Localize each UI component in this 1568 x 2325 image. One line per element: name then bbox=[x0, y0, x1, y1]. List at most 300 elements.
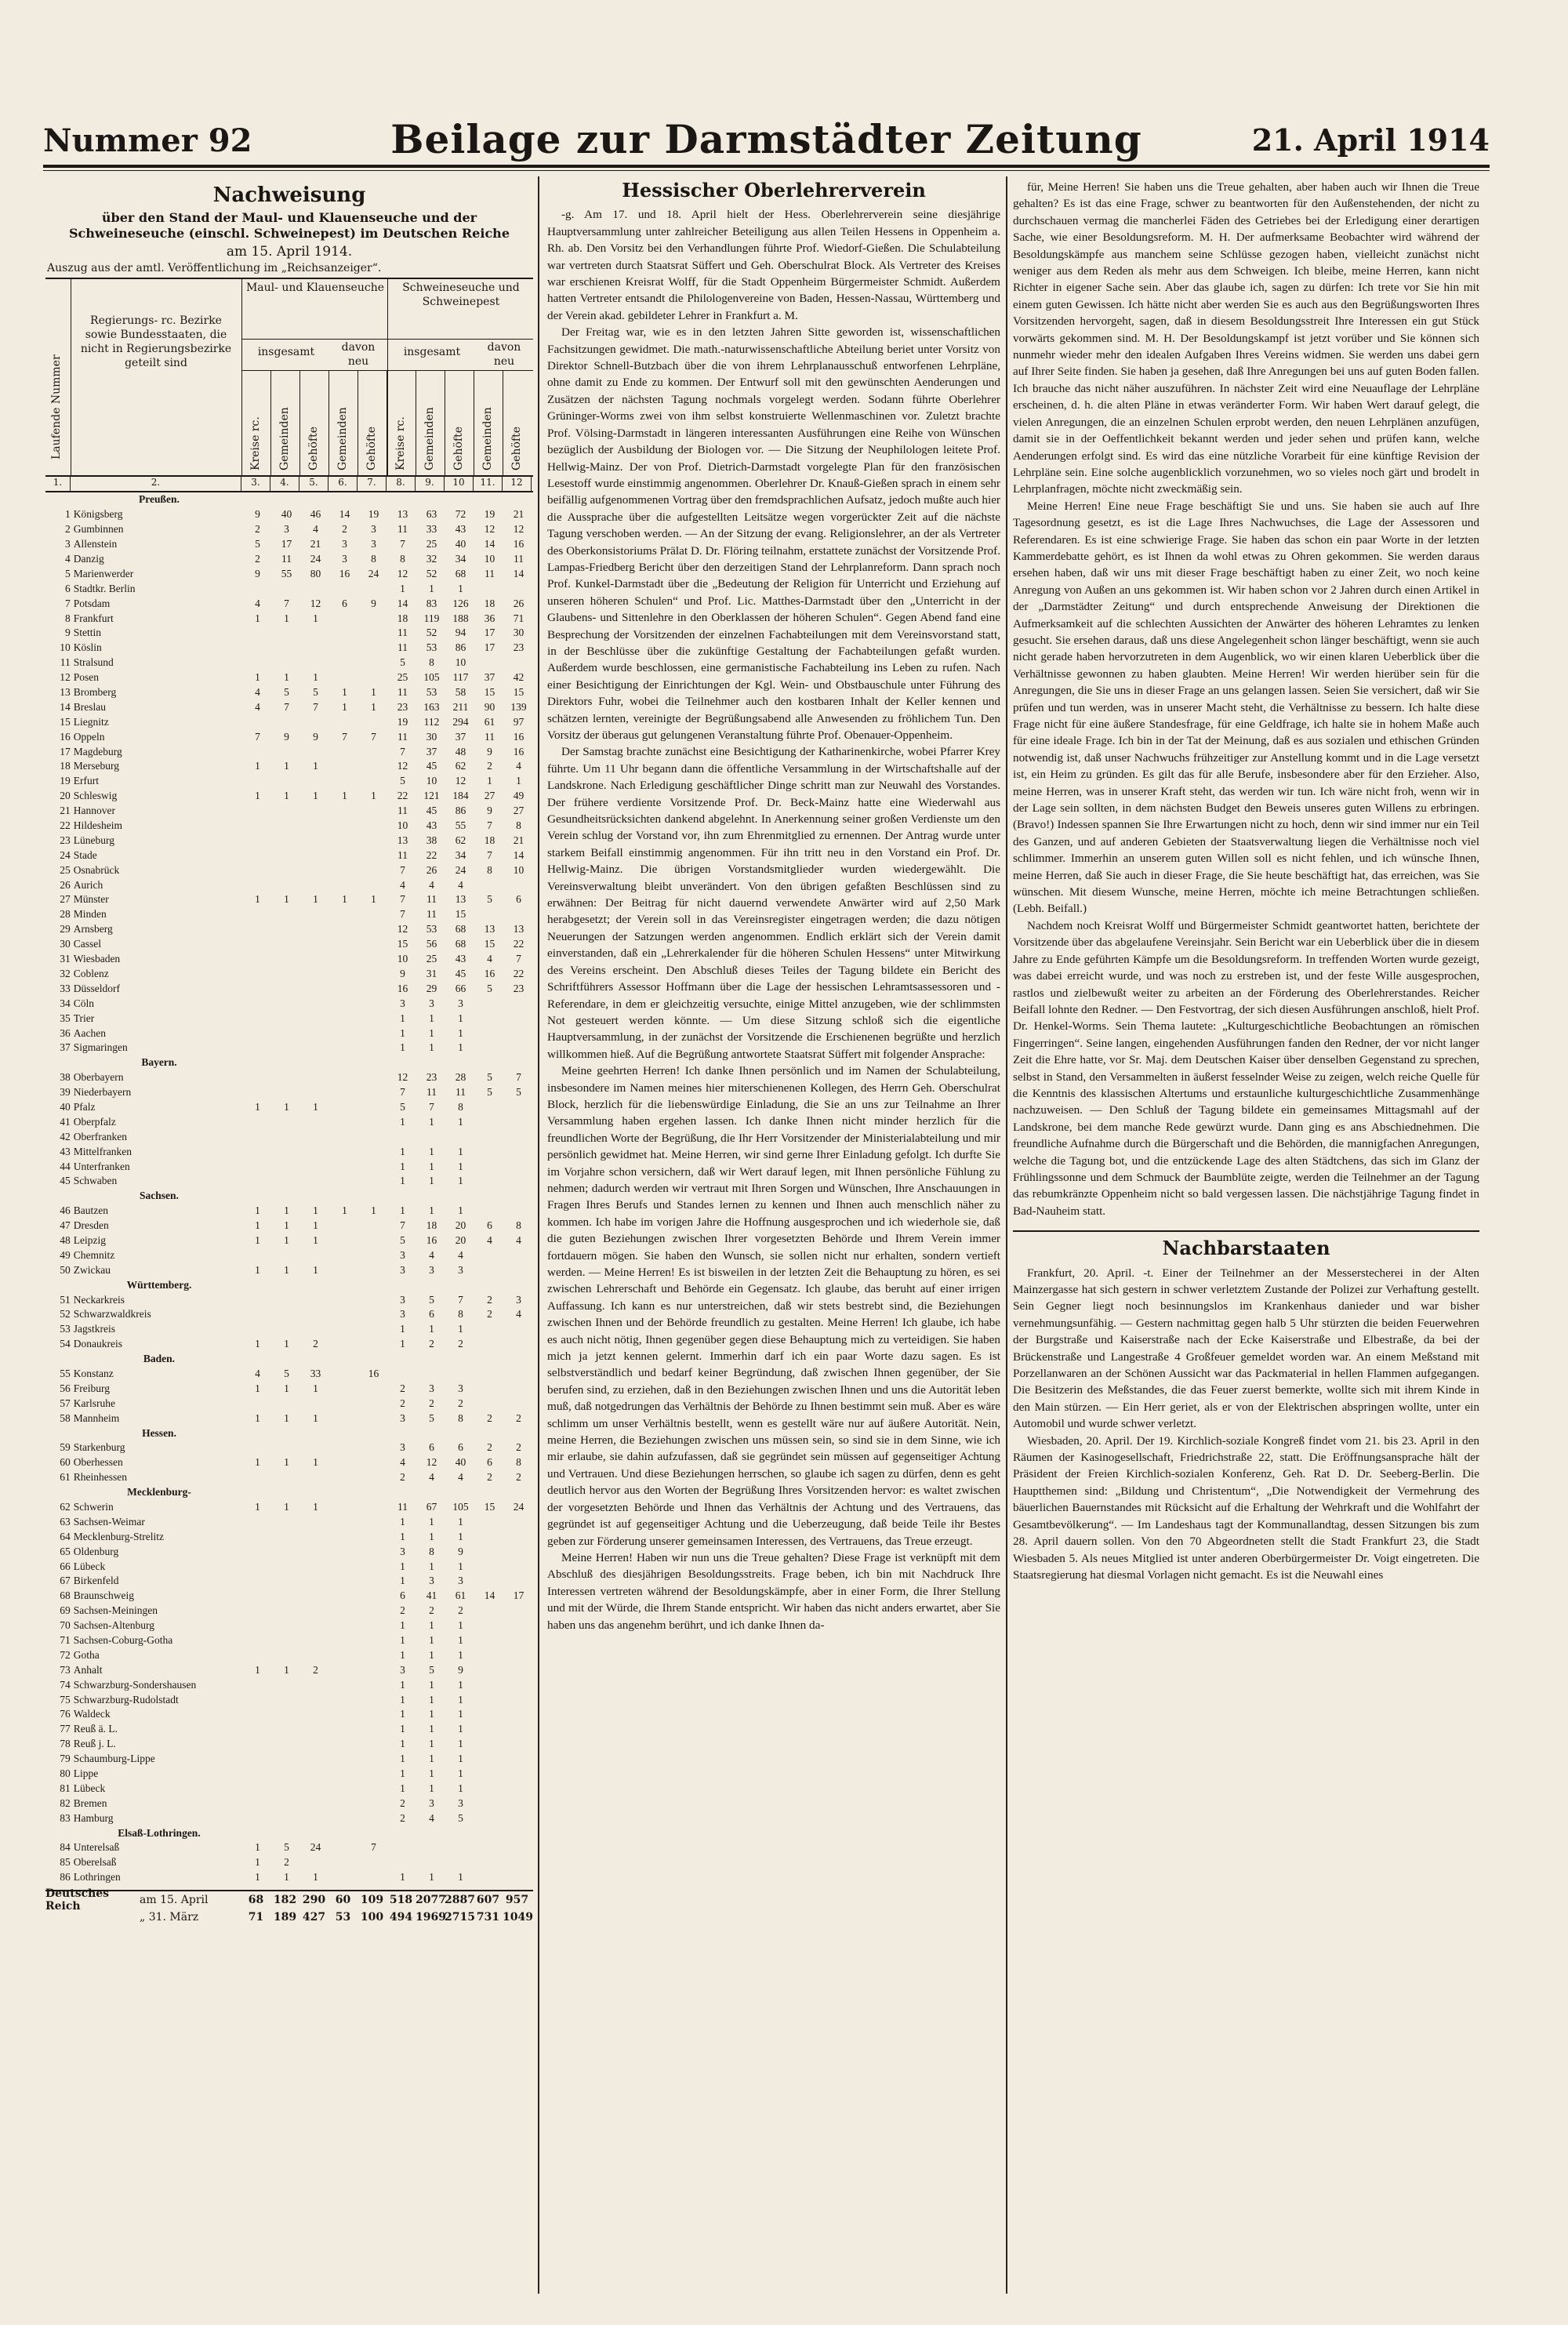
cell-value bbox=[475, 1323, 504, 1335]
cell-value bbox=[301, 983, 330, 995]
cell-value: 4 bbox=[487, 953, 492, 965]
table-row bbox=[45, 1529, 533, 1544]
cell-value: 1 bbox=[458, 1693, 463, 1706]
cell-value: 1 bbox=[429, 1560, 434, 1572]
cell-value: 23 bbox=[513, 982, 524, 994]
cell-value bbox=[417, 1856, 446, 1869]
region-name: Unterfranken bbox=[73, 1160, 130, 1172]
cell-value: 67 bbox=[426, 1501, 437, 1513]
cell-value: 17 bbox=[484, 627, 495, 639]
cell-value bbox=[475, 1368, 504, 1380]
cell-value bbox=[243, 1397, 272, 1410]
cell-value: 18 bbox=[397, 612, 408, 624]
table-row bbox=[45, 833, 533, 848]
cell-value: 2 bbox=[255, 523, 260, 536]
cell-value: 48 bbox=[455, 745, 466, 757]
cell-value bbox=[301, 1146, 330, 1158]
header-gehoefte: Gehöfte bbox=[452, 426, 465, 470]
cell-value: 6 bbox=[429, 1308, 434, 1321]
cell-value bbox=[330, 775, 359, 787]
region-name: Cöln bbox=[73, 997, 95, 1009]
cell-value bbox=[388, 1368, 417, 1380]
table-row bbox=[45, 611, 533, 626]
table-row bbox=[45, 952, 533, 967]
row-number: 41 bbox=[60, 1115, 71, 1128]
cell-value: 20 bbox=[455, 1219, 466, 1232]
cell-value: 18 bbox=[426, 1219, 437, 1232]
cell-value bbox=[330, 612, 359, 625]
cell-value bbox=[359, 1219, 388, 1232]
cell-value bbox=[475, 1649, 504, 1662]
cell-value bbox=[504, 1841, 533, 1854]
cell-value bbox=[243, 1027, 272, 1040]
cell-value: 36 bbox=[484, 612, 495, 624]
cell-value: 17 bbox=[484, 641, 495, 654]
cell-value: 2 bbox=[458, 1604, 463, 1617]
cell-value: 1 bbox=[255, 1382, 260, 1394]
cell-value bbox=[475, 1175, 504, 1187]
totals-value: 71 bbox=[248, 1910, 264, 1924]
cell-value bbox=[475, 1397, 504, 1410]
cell-value bbox=[272, 1116, 301, 1128]
cell-value: 2 bbox=[487, 1293, 492, 1306]
cell-value bbox=[301, 908, 330, 921]
cell-value: 2 bbox=[313, 1338, 318, 1350]
row-number: 85 bbox=[60, 1856, 71, 1869]
cell-value: 9 bbox=[284, 730, 289, 743]
cell-value: 3 bbox=[284, 523, 289, 536]
table-section-heading bbox=[45, 1426, 533, 1440]
cell-value bbox=[330, 583, 359, 595]
cell-value: 1 bbox=[313, 1204, 318, 1217]
region-name: Lübeck bbox=[73, 1782, 106, 1794]
cell-value bbox=[475, 1012, 504, 1025]
cell-value bbox=[475, 1767, 504, 1780]
cell-value: 6 bbox=[458, 1441, 463, 1454]
cell-value bbox=[243, 1441, 272, 1454]
region-name: Reuß ä. L. bbox=[73, 1723, 118, 1735]
table-row bbox=[45, 1337, 533, 1352]
cell-value: 1 bbox=[458, 1767, 463, 1780]
table-row bbox=[45, 626, 533, 641]
cell-value bbox=[243, 1589, 272, 1602]
table-row bbox=[45, 1781, 533, 1796]
cell-value bbox=[301, 1441, 330, 1454]
cell-value: 4 bbox=[429, 878, 434, 891]
cell-value bbox=[243, 864, 272, 877]
cell-value bbox=[504, 1649, 533, 1662]
cell-value: 55 bbox=[455, 819, 466, 832]
section-name: Preußen. bbox=[139, 493, 180, 506]
row-number: 13 bbox=[60, 686, 71, 699]
cell-value: 30 bbox=[426, 730, 437, 743]
row-number: 45 bbox=[60, 1175, 71, 1187]
cell-value: 21 bbox=[310, 538, 321, 550]
row-number: 24 bbox=[60, 848, 71, 861]
column-index: 8. bbox=[387, 477, 416, 491]
cell-value: 1 bbox=[313, 760, 318, 772]
region-name: Köslin bbox=[73, 641, 102, 654]
cell-value: 18 bbox=[484, 597, 495, 609]
row-number: 69 bbox=[60, 1604, 71, 1617]
cell-value bbox=[330, 819, 359, 832]
cell-value: 16 bbox=[368, 1367, 379, 1379]
section-nachbarstaaten bbox=[1013, 1230, 1479, 1583]
row-number: 84 bbox=[60, 1841, 71, 1854]
cell-value: 40 bbox=[455, 538, 466, 550]
cell-value bbox=[475, 1664, 504, 1677]
cell-value bbox=[243, 746, 272, 758]
region-name: Oldenburg bbox=[73, 1545, 119, 1557]
cell-value: 3 bbox=[458, 1382, 463, 1394]
cell-value: 4 bbox=[429, 1811, 434, 1824]
row-number: 43 bbox=[60, 1145, 71, 1157]
cell-value bbox=[243, 716, 272, 728]
table-row bbox=[45, 670, 533, 685]
cell-value: 1 bbox=[429, 1530, 434, 1542]
cell-value bbox=[301, 997, 330, 1010]
row-number: 35 bbox=[60, 1012, 71, 1024]
cell-value bbox=[330, 1471, 359, 1484]
cell-value bbox=[475, 1116, 504, 1128]
cell-value: 1 bbox=[400, 1708, 405, 1720]
cell-value bbox=[330, 1797, 359, 1810]
table-row bbox=[45, 1085, 533, 1100]
table-row bbox=[45, 1144, 533, 1159]
cell-value: 17 bbox=[513, 1589, 524, 1602]
region-name: Oberpfalz bbox=[73, 1115, 116, 1128]
cell-value bbox=[301, 583, 330, 595]
table-section-heading bbox=[45, 1352, 533, 1367]
cell-value bbox=[359, 1101, 388, 1113]
cell-value: 6 bbox=[429, 1441, 434, 1454]
cell-value bbox=[272, 849, 301, 862]
table-row bbox=[45, 1367, 533, 1382]
cell-value bbox=[330, 1041, 359, 1054]
cell-value: 12 bbox=[397, 1071, 408, 1084]
cell-value: 3 bbox=[371, 538, 376, 550]
cell-value bbox=[243, 1619, 272, 1632]
table-row bbox=[45, 1114, 533, 1129]
cell-value bbox=[243, 627, 272, 639]
row-number: 19 bbox=[60, 775, 71, 787]
article-title: Hessischer Oberlehrerverein bbox=[622, 179, 926, 202]
cell-value: 8 bbox=[487, 863, 492, 876]
region-name: Trier bbox=[73, 1012, 95, 1024]
cell-value bbox=[330, 1101, 359, 1113]
cell-value bbox=[301, 1738, 330, 1750]
cell-value: 4 bbox=[400, 1456, 405, 1469]
cell-value bbox=[475, 1634, 504, 1647]
cell-value bbox=[301, 953, 330, 965]
cell-value bbox=[359, 775, 388, 787]
row-number: 31 bbox=[60, 953, 71, 965]
cell-value: 16 bbox=[397, 982, 408, 994]
cell-value: 105 bbox=[423, 671, 440, 684]
cell-value bbox=[504, 1708, 533, 1720]
table-title: Nachweisung bbox=[212, 183, 366, 207]
cell-value: 28 bbox=[455, 1071, 466, 1084]
table-row bbox=[45, 1604, 533, 1618]
cell-value: 1 bbox=[487, 775, 492, 787]
cell-value: 8 bbox=[429, 656, 434, 669]
region-name: Breslau bbox=[73, 700, 106, 713]
region-name: Reuß j. L. bbox=[73, 1738, 116, 1750]
cell-value bbox=[301, 849, 330, 862]
row-number: 10 bbox=[60, 641, 71, 654]
totals-value: 182 bbox=[273, 1893, 297, 1906]
cell-value bbox=[301, 968, 330, 980]
cell-value: 5 bbox=[313, 686, 318, 699]
row-number: 38 bbox=[60, 1071, 71, 1084]
region-name: Mittelfranken bbox=[73, 1145, 132, 1157]
cell-value: 3 bbox=[400, 1545, 405, 1557]
cell-value: 1 bbox=[371, 700, 376, 713]
cell-value: 62 bbox=[455, 834, 466, 846]
cell-value bbox=[301, 1767, 330, 1780]
cell-value bbox=[330, 1546, 359, 1558]
cell-value bbox=[301, 1589, 330, 1602]
cell-value: 53 bbox=[426, 641, 437, 654]
table-row bbox=[45, 892, 533, 907]
cell-value: 1 bbox=[429, 1204, 434, 1217]
cell-value bbox=[243, 1012, 272, 1025]
cell-value: 12 bbox=[397, 760, 408, 772]
cell-value: 16 bbox=[513, 745, 524, 757]
cell-value bbox=[330, 805, 359, 817]
cell-value: 1 bbox=[429, 1012, 434, 1024]
cell-value: 24 bbox=[368, 567, 379, 579]
row-number: 36 bbox=[60, 1026, 71, 1039]
cell-value bbox=[301, 1649, 330, 1662]
cell-value: 117 bbox=[452, 671, 469, 684]
section-name: Mecklenburg- bbox=[127, 1486, 191, 1499]
cell-value bbox=[504, 1531, 533, 1543]
cell-value bbox=[475, 1264, 504, 1277]
cell-value bbox=[272, 1323, 301, 1335]
cell-value bbox=[243, 1634, 272, 1647]
cell-value: 12 bbox=[455, 775, 466, 787]
header-gemeinden: Gemeinden bbox=[278, 407, 291, 470]
cell-value: 1 bbox=[255, 671, 260, 684]
cell-value: 1 bbox=[255, 1100, 260, 1113]
cell-value: 1 bbox=[400, 1515, 405, 1528]
cell-value: 1 bbox=[313, 612, 318, 624]
cell-value bbox=[272, 819, 301, 832]
cell-value bbox=[330, 760, 359, 772]
row-number: 21 bbox=[60, 805, 71, 817]
cell-value: 1 bbox=[458, 1634, 463, 1647]
table-row bbox=[45, 1544, 533, 1559]
cell-value bbox=[272, 805, 301, 817]
cell-value bbox=[243, 1294, 272, 1306]
article-paragraph: Der Samstag brachte zunächst eine Besichtigung der Katharinenkirche, wobei Pfarrer Krey führte. Um 11 Uhr begann dann die öffentliche Versammlung in der Wirtschaftshalle auf der Landskrone. Nach Erledigung geschäftlicher Dinge schritt man zur Neuwahl des Vorstandes. Der frühere verdiente Vorsitzende Prof. Dr. Beck-Mainz hatte eine Wiederwahl aus Gesundheitsrücksichten dankend abgelehnt. In Anerkennung seiner großen Verdienste um den Verein schlug der Vorstand vor, ihn zum Ehrenmitglied zu ernennen. Der Antrag wurde unter starkem Beifall einstimmig angenommen. Für ihn tritt neu in den Vorstand ein Prof. Dr. Hellwig-Mainz. Die übrigen Vorstandsmitglieder wurden wiedergewählt. Die Vereinsverwaltung bleibt unverändert. Von den übrigen gefaßten Beschlüssen sind zu erwähnen: Der Beitrag für nicht dauernd verwendete Anwärter wird auf 2,50 Mark herabgesetzt; der Verein soll in das Vereinsregister eingetragen werden; die dazu nötigen Neuerungen der Satzungen werden angenommen. Endlich erklärt sich der Verein damit einverstanden, daß ein „Lehrerkalender für die höheren Schulen Hessens“ unter Mitwirkung des Vereins erscheint. Den Abschluß dieses Teiles der Tagung bildete ein Bericht des Schriftführers Assessor Hoffmann über die Lage der hessischen Lehramtsassessoren und -Referendare, in dem er gleichzeitig versuchte, einige Mittel anzugeben, wie der schlimmsten Not gesteuert werden könnte. — Um diese Sitzung schloß sich die eigentliche Hauptversammlung, in der zunächst der Vorsitzende die Erschienenen begrüßte und herzlich willkommen hieß. Auf die Begrüßung antwortete Staatsrat Süffert mit folgender Ansprache: bbox=[547, 745, 1000, 1061]
cell-value bbox=[243, 1649, 272, 1662]
table-source: Auszug aus der amtl. Veröffentlichung im „Reichsanzeiger“. bbox=[47, 262, 382, 274]
cell-value: 61 bbox=[455, 1589, 466, 1602]
row-number: 79 bbox=[60, 1753, 71, 1765]
region-name: Sigmaringen bbox=[73, 1041, 128, 1054]
cell-value: 1 bbox=[458, 1160, 463, 1172]
row-number: 75 bbox=[60, 1693, 71, 1706]
cell-value: 53 bbox=[426, 923, 437, 935]
cell-value bbox=[359, 1397, 388, 1410]
region-name: Oberhessen bbox=[73, 1456, 123, 1469]
article-paragraph: Nachdem noch Kreisrat Wolff und Bürgermeister Schmidt geantwortet hatten, berichtete der Vorsitzende über das abgelaufene Vereinsjahr. Sein Bericht war ein Ueberblick über die in diesem Jahre zu Ende geführten Kämpfe um die Besoldungsreform. In treffenden Worten wurde gezeigt, was dabei erreicht wurde, und was noch zu erstreben ist, und der feste Wille ausgesprochen, rastlos und zielbewußt weiter zu arbeiten an der Förderung des Oberlehrerstandes. Reicher Beifall lohnte den Redner. — Den Festvortrag, der sich diesen Ausführungen anschloß, hielt Prof. Dr. Henkel-Worms. Sein Thema lautete: „Kulturgeschichtliche Beobachtungen an römischen Fingerringen“. Seine langen, eingehenden Ausführungen fanden den Redner, der vor nicht langer Zeit die Ehre hatte, vor Sr. Maj. dem Deutschen Kaiser über denselben Gegenstand zu sprechen, selbst in Stand, den Versammelten in äußerst fesselnder Weise zu zeigen, welch reiche Quelle für die Kenntnis des klassischen Altertums und erstaunliche kulturgeschichtliche Zusammenhänge nachzuweisen. — Den Schluß der Tagung bildete ein gemeinsames Mittagsmahl auf der Landskrone, bei dem manche Rede gewürzt wurde. Dann ging es ans Abschiednehmen. Die freundliche Aufnahme durch die Bürgerschaft und die Behörden, die mannigfachen Anregungen, welche die Tagung bot, und die entzückende Lage des alten Städtchens, das sich im Glanz der Frühlingssonne und dem Schmuck der Baumblüte zeigte, werden die Teilnehmer an der Tagung das rebumkränzte Oppenheim nicht so bald vergessen lassen. Die nächstjährige Tagung findet in Bad-Nauheim statt. bbox=[1013, 918, 1479, 1218]
table-row bbox=[45, 804, 533, 819]
cell-value: 16 bbox=[513, 538, 524, 550]
region-name: Schleswig bbox=[73, 790, 118, 802]
cell-value: 7 bbox=[255, 730, 260, 743]
table-row bbox=[45, 1692, 533, 1707]
cell-value bbox=[504, 1738, 533, 1750]
cell-value bbox=[330, 1146, 359, 1158]
cell-value bbox=[475, 1841, 504, 1854]
region-name: Allenstein bbox=[73, 538, 118, 550]
cell-value: 2 bbox=[516, 1441, 521, 1454]
cell-value: 4 bbox=[458, 1471, 463, 1484]
cell-value: 7 bbox=[284, 597, 289, 609]
cell-value: 2 bbox=[400, 1604, 405, 1617]
cell-value: 34 bbox=[455, 848, 466, 861]
cell-value: 1 bbox=[429, 1145, 434, 1157]
row-number: 63 bbox=[60, 1515, 71, 1528]
cell-value bbox=[330, 834, 359, 847]
cell-value bbox=[504, 908, 533, 921]
cell-value: 66 bbox=[455, 982, 466, 994]
region-name: Donaukreis bbox=[73, 1338, 122, 1350]
cell-value bbox=[504, 1782, 533, 1795]
cell-value: 1 bbox=[342, 893, 347, 906]
row-number: 83 bbox=[60, 1811, 71, 1824]
cell-value bbox=[504, 1249, 533, 1262]
cell-value bbox=[504, 1767, 533, 1780]
cell-value: 1 bbox=[255, 1871, 260, 1884]
region-name: Marienwerder bbox=[73, 567, 134, 579]
cell-value bbox=[243, 583, 272, 595]
cell-value bbox=[504, 1797, 533, 1810]
cell-value bbox=[359, 1234, 388, 1247]
cell-value: 9 bbox=[255, 508, 260, 521]
region-name: Waldeck bbox=[73, 1708, 111, 1720]
row-number: 56 bbox=[60, 1382, 71, 1394]
cell-value bbox=[272, 1649, 301, 1662]
row-number: 50 bbox=[60, 1263, 71, 1276]
table-row bbox=[45, 1248, 533, 1262]
cell-value bbox=[301, 1575, 330, 1587]
cell-value bbox=[272, 864, 301, 877]
cell-value: 19 bbox=[397, 715, 408, 728]
cell-value bbox=[301, 1619, 330, 1632]
cell-value: 25 bbox=[397, 671, 408, 684]
column-index: 10 bbox=[445, 477, 474, 491]
cell-value: 7 bbox=[400, 745, 405, 757]
cell-value: 22 bbox=[426, 848, 437, 861]
cell-value: 15 bbox=[484, 686, 495, 699]
row-number: 26 bbox=[60, 878, 71, 891]
cell-value: 7 bbox=[400, 863, 405, 876]
cell-value bbox=[475, 1723, 504, 1735]
cell-value: 1 bbox=[255, 1338, 260, 1350]
cell-value bbox=[330, 1767, 359, 1780]
cell-value: 1 bbox=[313, 893, 318, 906]
column-divider bbox=[1006, 176, 1007, 2294]
cell-value: 1 bbox=[458, 1323, 463, 1335]
cell-value: 1 bbox=[458, 1012, 463, 1024]
region-name: Bremen bbox=[73, 1796, 107, 1809]
cell-value bbox=[243, 656, 272, 669]
cell-value bbox=[272, 1027, 301, 1040]
cell-value bbox=[504, 1161, 533, 1173]
row-number: 80 bbox=[60, 1767, 71, 1780]
cell-value: 1 bbox=[255, 1663, 260, 1676]
cell-value: 68 bbox=[455, 567, 466, 579]
cell-value bbox=[330, 1841, 359, 1854]
row-number: 77 bbox=[60, 1723, 71, 1735]
cell-value: 2 bbox=[516, 1471, 521, 1484]
cell-value bbox=[504, 583, 533, 595]
cell-value bbox=[272, 1679, 301, 1691]
cell-value: 14 bbox=[484, 538, 495, 550]
cell-value bbox=[475, 1101, 504, 1113]
cell-value bbox=[475, 1694, 504, 1706]
row-number: 46 bbox=[60, 1204, 71, 1217]
cell-value: 1 bbox=[400, 582, 405, 594]
cell-value bbox=[301, 1546, 330, 1558]
row-number: 65 bbox=[60, 1545, 71, 1557]
cell-value bbox=[359, 1071, 388, 1084]
cell-value bbox=[301, 1175, 330, 1187]
cell-value bbox=[446, 1368, 475, 1380]
table-row bbox=[45, 922, 533, 937]
cell-value bbox=[243, 1797, 272, 1810]
table-section-heading bbox=[45, 492, 533, 507]
cell-value bbox=[272, 1471, 301, 1484]
cell-value: 1 bbox=[342, 686, 347, 699]
cell-value: 11 bbox=[397, 1501, 408, 1513]
row-number: 27 bbox=[60, 893, 71, 906]
row-number: 37 bbox=[60, 1041, 71, 1054]
column-index: 2. bbox=[71, 477, 241, 491]
cell-value: 2 bbox=[400, 1811, 405, 1824]
cell-value bbox=[243, 1041, 272, 1054]
cell-value bbox=[359, 1856, 388, 1869]
cell-value bbox=[504, 1204, 533, 1217]
news-paragraph: Frankfurt, 20. April. -t. Einer der Teilnehmer an der Messerstecherei in der Alten Mainzergasse hat sich gestern in schwer verletztem Zustande der Polizei zur Verhaftung gestellt. Sein Gegner liegt noch besinnungslos im Krankenhaus danieder und war bisher vernehmungsunfähig. — Gestern nachmittag gegen halb 5 Uhr stürzten die beiden Feuerwehren der Burgstraße und Kaiserstraße nach der Ecke Kaiserstraße und Elbestraße, da bei der Brückenstraße und Langestraße 4 Großfeuer gemeldet worden war. An einem Meßstand mit Porzellanwaren an der Schönen Aussicht war das Packmaterial in hellen Flammen aufgegangen. Die Besitzerin des Meßstandes, die das Feuer zuerst bemerkte, wollte sich mit ihrem Kinde in den Main stürzen. — Ein Herr geriet, als er von der Elektrischen abspringen wollte, unter ein Automobil und wurde schwer verletzt. bbox=[1013, 1266, 1479, 1431]
cell-value: 52 bbox=[426, 627, 437, 639]
region-name: Bromberg bbox=[73, 686, 117, 699]
cell-value: 15 bbox=[484, 1501, 495, 1513]
cell-value: 1 bbox=[400, 1782, 405, 1794]
cell-value: 10 bbox=[513, 863, 524, 876]
cell-value bbox=[359, 1708, 388, 1720]
region-name: Danzig bbox=[73, 553, 104, 565]
cell-value: 3 bbox=[400, 1263, 405, 1276]
cell-value bbox=[243, 1723, 272, 1735]
cell-value bbox=[301, 834, 330, 847]
cell-value bbox=[243, 805, 272, 817]
cell-value: 40 bbox=[281, 508, 292, 521]
cell-value bbox=[243, 1323, 272, 1335]
table-row bbox=[45, 863, 533, 877]
cell-value bbox=[301, 1782, 330, 1795]
cell-value: 5 bbox=[429, 1293, 434, 1306]
cell-value bbox=[504, 1264, 533, 1277]
cell-value bbox=[272, 908, 301, 921]
cell-value: 8 bbox=[516, 819, 521, 832]
cell-value: 119 bbox=[423, 612, 440, 624]
cell-value: 1 bbox=[313, 790, 318, 802]
